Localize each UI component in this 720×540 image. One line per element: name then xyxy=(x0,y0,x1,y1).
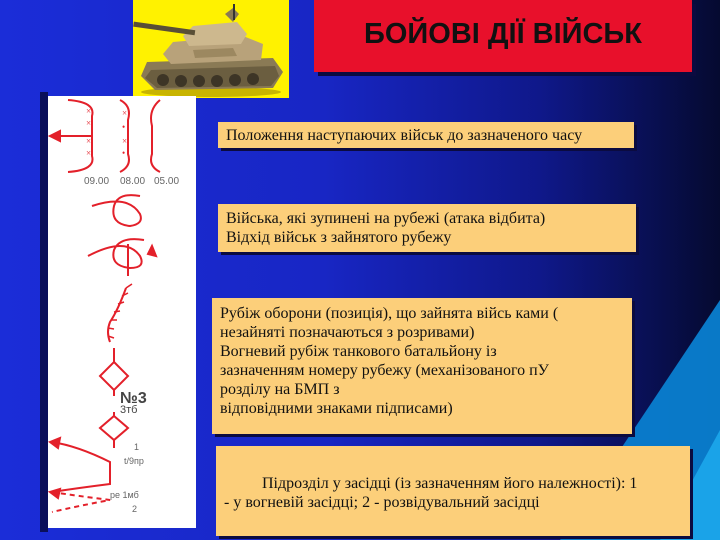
fire-line-diamond-2 xyxy=(100,416,128,440)
advance-line-3 xyxy=(151,100,160,172)
defence-line-5: розділу на БМП з xyxy=(220,381,340,398)
recon-unit-label: ре 1мб xyxy=(110,490,139,500)
stopped-troops-symbol xyxy=(92,195,141,226)
advance-description: Положення наступаючих військ до зазначеного часу xyxy=(226,127,583,144)
ambush-symbol-2 xyxy=(52,492,110,512)
line-number-label: №3 xyxy=(120,390,147,407)
symbols-panel-shadow xyxy=(40,92,48,532)
time-label-2: 08.00 xyxy=(120,176,146,187)
symbols-panel xyxy=(48,96,196,528)
ambush-line-1: Підрозділ у засідці (із зазначенням його належності): 1 xyxy=(262,475,638,492)
defence-line-2: незайняті позначаються з розривами) xyxy=(220,324,475,341)
withdrawal-symbol xyxy=(88,239,144,268)
tank-icon xyxy=(133,0,289,98)
svg-text:×: × xyxy=(86,106,92,116)
stopped-description: Війська, які зупинені на рубежі (атака відбита) xyxy=(226,210,546,227)
withdrawal-description: Відхід військ з зайнятого рубежу xyxy=(226,229,452,246)
time-label-3: 05.00 xyxy=(154,176,180,187)
text-box-ambush xyxy=(216,446,690,536)
defence-line-1: Рубіж оборони (позиція), що зайнята війсь ками ( xyxy=(220,305,559,322)
fire-line-diamond-1 xyxy=(100,362,128,390)
ambush-unit-label: t/9пр xyxy=(124,456,144,466)
advance-arrowhead xyxy=(50,131,60,141)
svg-text:×: × xyxy=(86,148,92,158)
time-label-1: 09.00 xyxy=(84,176,110,187)
ambush-symbol-1 xyxy=(52,442,110,492)
unit-label: 3тб xyxy=(120,404,138,416)
withdrawal-arrowhead xyxy=(148,246,156,256)
defence-line-6: відповідними знаками підписами) xyxy=(220,400,453,417)
svg-text:•: • xyxy=(122,148,126,158)
svg-text:×: × xyxy=(122,108,128,118)
defence-line-4 xyxy=(220,361,632,380)
defence-line-4b: У xyxy=(537,362,549,379)
svg-text:×: × xyxy=(86,118,92,128)
title-banner xyxy=(314,0,692,72)
defence-line-3: Вогневий рубіж танкового батальйону із xyxy=(220,343,497,360)
tank-image xyxy=(133,0,289,98)
text-box-defence xyxy=(212,298,632,434)
ambush-line-2: - у вогневій засідці; 2 - розвідувальний засідці xyxy=(224,494,540,511)
defence-line-4a: зазначенням номеру рубежу (механізованого п xyxy=(220,362,538,379)
svg-text:×: × xyxy=(86,136,92,146)
ambush-label-1: 1 xyxy=(134,442,140,452)
page-title: БОЙОВІ ДІЇ ВІЙСЬК xyxy=(364,18,642,50)
text-box-stopped xyxy=(218,204,636,252)
text-box-advance xyxy=(218,122,634,148)
ambush-label-2: 2 xyxy=(132,504,138,514)
tactical-symbols xyxy=(48,96,196,528)
svg-text:×: × xyxy=(122,136,128,146)
svg-text:•: • xyxy=(122,122,126,132)
